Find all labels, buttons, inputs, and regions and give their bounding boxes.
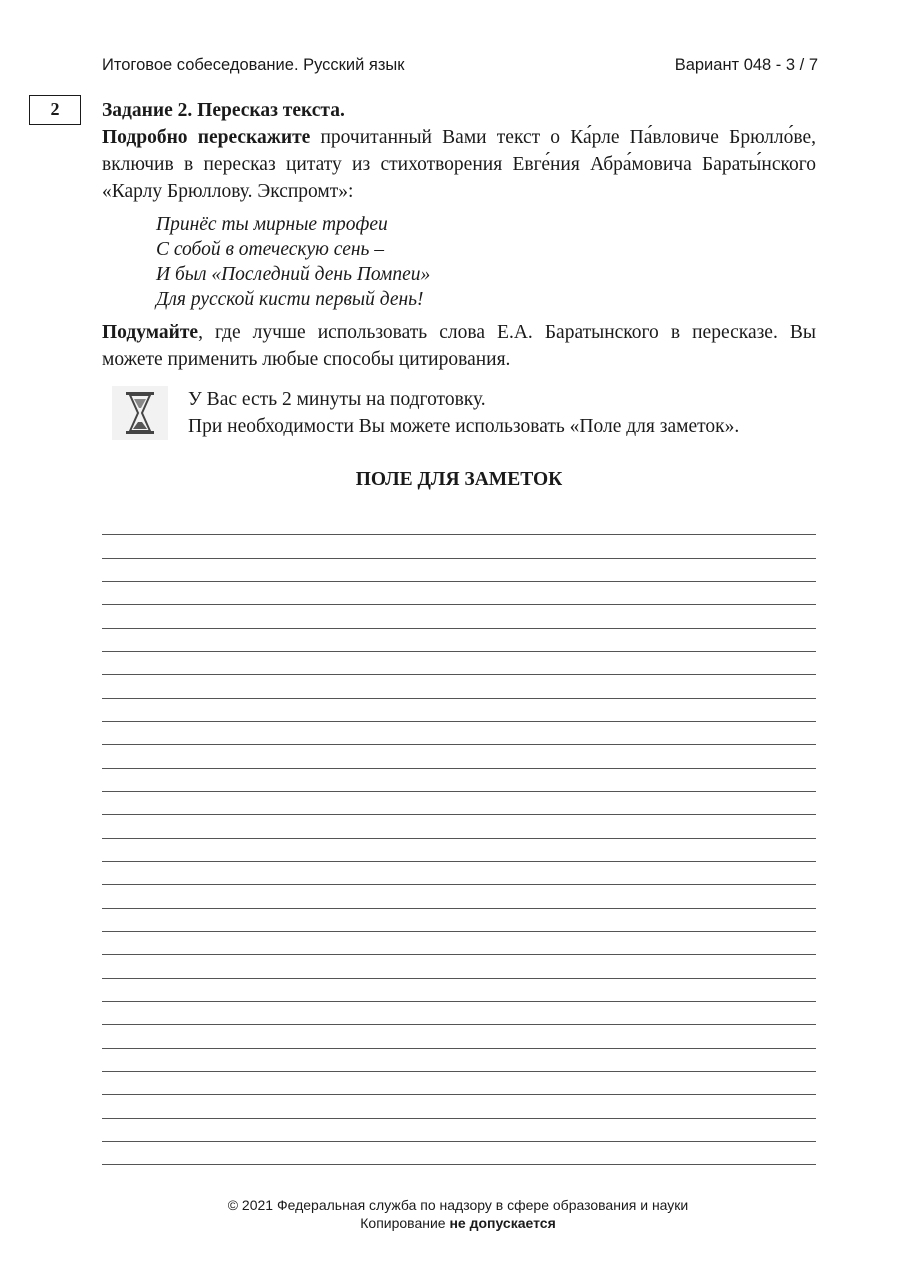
- hourglass-icon: [112, 386, 168, 440]
- notes-line[interactable]: [102, 1119, 816, 1142]
- time-notice: [102, 386, 816, 440]
- notes-line[interactable]: [102, 605, 816, 628]
- poem-quote: [156, 212, 816, 312]
- page-header: [102, 56, 818, 75]
- notes-title: ПОЛЕ ДЛЯ ЗАМЕТОК: [355, 469, 563, 490]
- task-content: [102, 97, 816, 440]
- notes-line[interactable]: [102, 629, 816, 652]
- notes-line[interactable]: [102, 815, 816, 838]
- task-number-box: [29, 95, 81, 125]
- notes-line[interactable]: [102, 932, 816, 955]
- poem-line: И был «Последний день Помпеи»: [156, 264, 431, 285]
- notes-line[interactable]: [102, 769, 816, 792]
- notes-line[interactable]: [102, 699, 816, 722]
- time-line-2: При необходимости Вы можете использовать «Поле для заметок».: [188, 416, 740, 437]
- poem-line: С собой в отеческую сень –: [156, 239, 385, 260]
- notes-line[interactable]: [102, 1025, 816, 1048]
- notes-line[interactable]: [102, 1095, 816, 1118]
- footer-copy-prefix: Копирование: [360, 1215, 450, 1231]
- notes-line[interactable]: [102, 722, 816, 745]
- think-instruction: [102, 319, 816, 373]
- task-title: Задание 2. Пересказ текста.: [102, 100, 345, 121]
- instruction-bold: Подробно перескажите: [102, 127, 311, 148]
- notes-line[interactable]: [102, 559, 816, 582]
- notes-line[interactable]: [102, 675, 816, 698]
- footer-copyright: © 2021 Федеральная служба по надзору в сфере образования и науки: [227, 1197, 689, 1213]
- page-footer: [0, 1196, 902, 1232]
- notes-line[interactable]: [102, 909, 816, 932]
- notes-line[interactable]: [102, 1072, 816, 1095]
- poem-line: Для русской кисти первый день!: [156, 289, 424, 310]
- notes-line[interactable]: [102, 535, 816, 558]
- notes-line[interactable]: [102, 862, 816, 885]
- task-number: 2: [50, 99, 60, 119]
- time-line-1: У Вас есть 2 минуты на подготовку.: [188, 389, 486, 410]
- poem-line: Принёс ты мирные трофеи: [156, 214, 388, 235]
- notes-line[interactable]: [102, 512, 816, 535]
- notes-line[interactable]: [102, 979, 816, 1002]
- task-instruction: [102, 124, 816, 205]
- notes-line[interactable]: [102, 1002, 816, 1025]
- notes-line[interactable]: [102, 885, 816, 908]
- notes-line[interactable]: [102, 955, 816, 978]
- header-variant: Вариант 048 - 3 / 7: [674, 56, 818, 74]
- notes-line[interactable]: [102, 1142, 816, 1165]
- notes-line[interactable]: [102, 1049, 816, 1072]
- notes-line[interactable]: [102, 839, 816, 862]
- notes-line[interactable]: [102, 792, 816, 815]
- header-subject: Итоговое собеседование. Русский язык: [102, 56, 405, 74]
- think-text: , где лучше использовать слова Е.А. Баратынского в пересказе. Вы можете применить любые способы цитирования.: [102, 322, 816, 370]
- notes-lines[interactable]: [102, 512, 816, 1165]
- footer-copy-notice: [0, 1214, 902, 1232]
- notes-line[interactable]: [102, 745, 816, 768]
- notes-line[interactable]: [102, 652, 816, 675]
- notes-line[interactable]: [102, 582, 816, 605]
- think-bold: Подумайте: [102, 322, 199, 343]
- footer-copy-bold: не допускается: [449, 1215, 556, 1231]
- time-text: [188, 386, 739, 440]
- instruction-text: прочитанный Вами текст о Ка́рле Па́вловиче Брюлло́ве, включив в пересказ цитату из стихотворения Евге́ния Абра́мовича Бараты́нского «Карлу Брюллову. Экспромт»:: [102, 127, 816, 202]
